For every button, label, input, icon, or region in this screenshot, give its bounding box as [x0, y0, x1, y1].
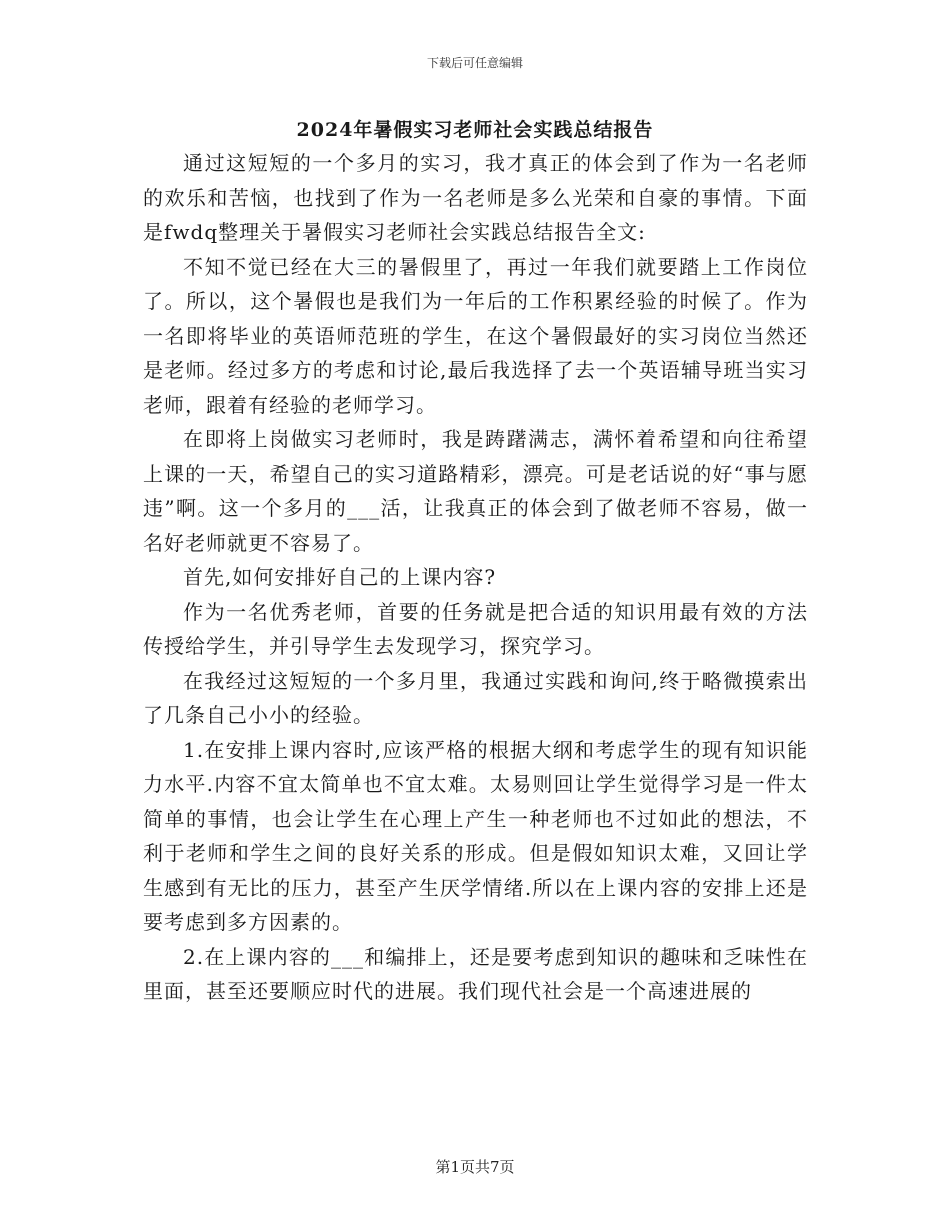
paragraph: 不知不觉已经在大三的暑假里了，再过一年我们就要踏上工作岗位了。所以，这个暑假也是我们为一年后的工作积累经验的时候了。作为一名即将毕业的英语师范班的学生，在这个暑假最好的实习岗位当然还是老师。经过多方的考虑和讨论,最后我选择了去一个英语辅导班当实习老师，跟着有经验的老师学习。 — [143, 254, 808, 417]
paragraph: 1.在安排上课内容时,应该严格的根据大纲和考虑学生的现有知识能力水平.内容不宜太简单也不宜太难。太易则回让学生觉得学习是一件太简单的事情，也会让学生在心理上产生一种老师也不过如此的想法，不利于老师和学生之间的良好关系的形成。但是假如知识太难，又回让学生感到有无比的压力，甚至产生厌学情绪.所以在上课内容的安排上还是要考虑到多方因素的。 — [143, 737, 808, 934]
paragraph: 2.在上课内容的___和编排上，还是要考虑到知识的趣味和乏味性在里面，甚至还要顺应时代的进展。我们现代社会是一个高速进展的 — [143, 944, 808, 1003]
document-body — [143, 146, 808, 1009]
paragraph: 在即将上岗做实习老师时，我是踌躇满志，满怀着希望和向往希望上课的一天，希望自己的实习道路精彩，漂亮。可是老话说的好“事与愿违”啊。这一个多月的___活，让我真正的体会到了做老师不容易，做一名好老师就更不容易了。 — [143, 427, 808, 555]
paragraph: 首先,如何安排好自己的上课内容? — [183, 565, 497, 589]
paragraph: 通过这短短的一个多月的实习，我才真正的体会到了作为一名老师的欢乐和苦恼，也找到了作为一名老师是多么光荣和自豪的事情。下面是fwdq整理关于暑假实习老师社会实践总结报告全文: — [143, 151, 808, 244]
document-title: 2024年暑假实习老师社会实践总结报告 — [296, 119, 654, 141]
page-number: 第1页共7页 — [435, 1158, 515, 1176]
paragraph: 作为一名优秀老师，首要的任务就是把合适的知识用最有效的方法传授给学生，并引导学生去发现学习，探究学习。 — [143, 599, 808, 658]
paragraph: 在我经过这短短的一个多月里，我通过实践和询问,终于略微摸索出了几条自己小小的经验。 — [143, 668, 808, 727]
page-header: 下载后可任意编辑 — [426, 56, 523, 70]
